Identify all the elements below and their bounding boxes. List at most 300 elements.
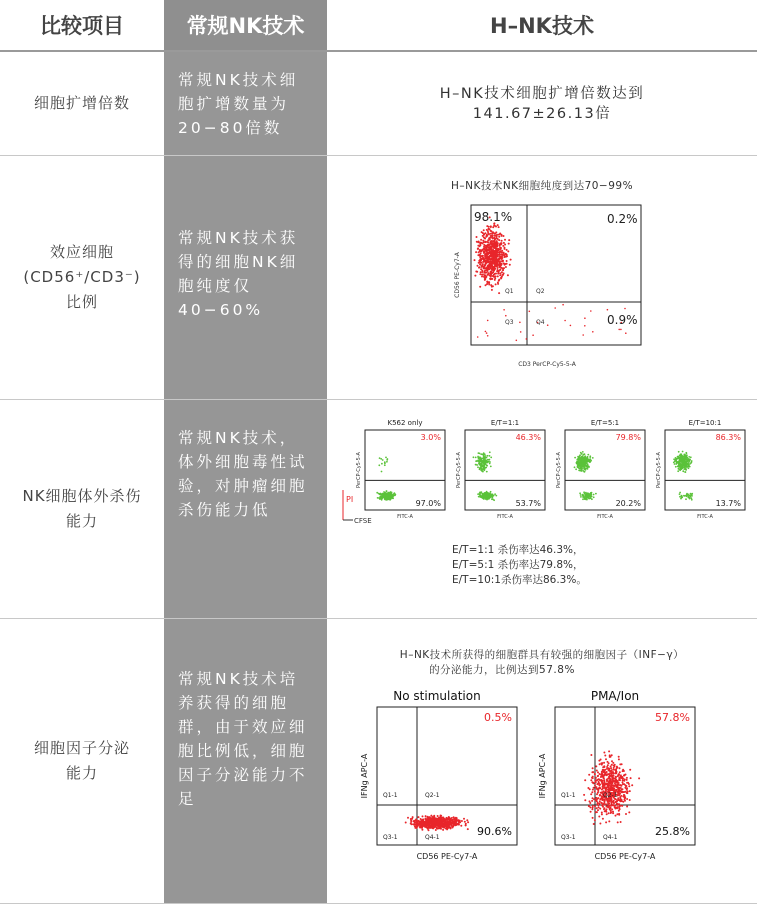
scatter-dot [489, 451, 491, 453]
scatter-dot [593, 798, 595, 800]
scatter-dot [678, 451, 680, 453]
scatter-dot [498, 266, 500, 268]
scatter-dot [587, 454, 589, 456]
scatter-dot [520, 331, 522, 333]
panel-frame [665, 430, 745, 510]
scatter-dot [631, 784, 633, 786]
item-text: 细胞因子分泌能力 [33, 739, 130, 782]
scatter-dot [618, 813, 620, 815]
scatter-dot [602, 786, 604, 788]
scatter-dot [592, 771, 594, 773]
scatter-dot [679, 493, 681, 495]
scatter-dot [445, 823, 447, 825]
scatter-dot [593, 787, 595, 789]
scatter-dot [616, 813, 618, 815]
scatter-dot [615, 789, 617, 791]
scatter-dot [381, 471, 383, 473]
scatter-dot [480, 458, 482, 460]
scatter-dot [612, 769, 614, 771]
scatter-dot [579, 470, 581, 472]
scatter-dot [490, 241, 492, 243]
scatter-dot [554, 307, 556, 309]
header-item: 比较项目 [0, 0, 164, 51]
scatter-dot [436, 825, 438, 827]
scatter-dot [491, 252, 493, 254]
scatter-dot [610, 756, 612, 758]
scatter-dot [419, 823, 421, 825]
note-line: E/T=10:1杀伤率达86.3%。 [452, 574, 587, 586]
scatter-dot [386, 496, 388, 498]
scatter-dot [474, 259, 476, 261]
scatter-dot [483, 469, 485, 471]
scatter-dot [575, 468, 577, 470]
quadrant-label: Q3-1 [383, 834, 398, 841]
scatter-dot [579, 461, 581, 463]
scatter-dot [601, 802, 603, 804]
scatter-dot [613, 800, 615, 802]
scatter-dot [494, 493, 496, 495]
scatter-dot [481, 276, 483, 278]
scatter-dot [487, 459, 489, 461]
scatter-dot [421, 827, 423, 829]
scatter-dot [478, 251, 480, 253]
scatter-dot [479, 286, 481, 288]
scatter-dot [591, 808, 593, 810]
scatter-dot [384, 464, 386, 466]
scatter-dot [589, 455, 591, 457]
scatter-dot [504, 244, 506, 246]
scatter-dot [419, 826, 421, 828]
scatter-dot [483, 258, 485, 260]
scatter-dot [590, 793, 592, 795]
cytokine-plot [538, 689, 695, 861]
scatter-dot [618, 790, 620, 792]
scatter-dot [489, 239, 491, 241]
scatter-dot [499, 247, 501, 249]
scatter-dot [598, 816, 600, 818]
scatter-dot [446, 819, 448, 821]
scatter-dot [681, 464, 683, 466]
scatter-dot [579, 455, 581, 457]
caption-line1: H–NK技术所获得的细胞群具有较强的细胞因子（INF−γ） [399, 649, 685, 661]
scatter-dot [579, 457, 581, 459]
scatter-dot [617, 799, 619, 801]
scatter-dot [610, 775, 612, 777]
cyto-panel [356, 419, 445, 520]
scatter-dot [590, 497, 592, 499]
note-line: E/T=5:1 杀伤率达79.8%， [452, 559, 584, 571]
scatter-dot [414, 825, 416, 827]
scatter-dot [615, 771, 617, 773]
scatter-dot [440, 825, 442, 827]
upper-right-value: 57.8% [655, 711, 690, 724]
panel-y-label: PerCP-Cy5-5-A [556, 452, 562, 488]
scatter-dot [487, 274, 489, 276]
scatter-dot [479, 249, 481, 251]
scatter-dot [486, 464, 488, 466]
scatter-dot [629, 790, 631, 792]
scatter-dot [479, 245, 481, 247]
scatter-dot [479, 255, 481, 257]
scatter-dot [412, 816, 414, 818]
scatter-dot [582, 451, 584, 453]
scatter-dot [480, 239, 482, 241]
scatter-dot [599, 763, 601, 765]
scatter-dot [497, 268, 499, 270]
scatter-dot [483, 250, 485, 252]
scatter-dot [483, 233, 485, 235]
gate-label: Q1 [505, 288, 514, 295]
scatter-dot [621, 805, 623, 807]
scatter-dot [618, 778, 620, 780]
scatter-dot [615, 776, 617, 778]
scatter-dot [459, 820, 461, 822]
scatter-dot [580, 494, 582, 496]
scatter-dot [508, 239, 510, 241]
scatter-dot [499, 253, 501, 255]
scatter-dot [618, 758, 620, 760]
scatter-dot [491, 498, 493, 500]
scatter-dot [430, 823, 432, 825]
scatter-dot [626, 798, 628, 800]
scatter-dot [595, 765, 597, 767]
scatter-dot [604, 755, 606, 757]
scatter-dot [597, 775, 599, 777]
scatter-dot [588, 774, 590, 776]
scatter-dot [584, 463, 586, 465]
scatter-dot [598, 803, 600, 805]
scatter-dot [417, 826, 419, 828]
scatter-dot [414, 820, 416, 822]
scatter-dot [576, 463, 578, 465]
scatter-dot [526, 338, 528, 340]
scatter-dot [581, 461, 583, 463]
scatter-dot [675, 463, 677, 465]
scatter-dot [615, 779, 617, 781]
scatter-dot [612, 789, 614, 791]
scatter-dot [384, 497, 386, 499]
scatter-dot [477, 466, 479, 468]
scatter-dot [412, 823, 414, 825]
scatter-dot [505, 315, 507, 317]
scatter-dot [495, 259, 497, 261]
conventional-text: 常规NK技术细胞扩增数量为20−80倍数 [178, 71, 299, 137]
scatter-dot [626, 806, 628, 808]
scatter-dot [599, 798, 601, 800]
scatter-dot [441, 817, 443, 819]
scatter-dot [609, 785, 611, 787]
scatter-dot [600, 759, 602, 761]
panel-top-value: 79.8% [615, 433, 641, 442]
scatter-dot [684, 471, 686, 473]
scatter-dot [608, 768, 610, 770]
quadrant-label: Q1-1 [383, 792, 398, 799]
scatter-dot [686, 453, 688, 455]
scatter-dot [502, 260, 504, 262]
scatter-dot [594, 805, 596, 807]
scatter-dot [385, 457, 387, 459]
scatter-dot [614, 782, 616, 784]
scatter-dot [606, 774, 608, 776]
scatter-dot [475, 251, 477, 253]
scatter-dot [442, 829, 444, 831]
panel-top-value: 3.0% [420, 433, 441, 442]
scatter-dot [579, 464, 581, 466]
panel-title: E/T=5:1 [590, 419, 620, 427]
scatter-dot [589, 788, 591, 790]
scatter-dot [629, 769, 631, 771]
scatter-dot [499, 251, 501, 253]
scatter-dot [612, 780, 614, 782]
hnk-text-line1: H–NK技术细胞扩增倍数达到 [439, 85, 645, 102]
scatter-dot [582, 464, 584, 466]
scatter-dot [625, 813, 627, 815]
scatter-dot [608, 820, 610, 822]
scatter-dot [602, 806, 604, 808]
scatter-dot [677, 470, 679, 472]
scatter-dot [584, 779, 586, 781]
scatter-dot [590, 754, 592, 756]
scatter-dot [489, 228, 491, 230]
scatter-dot [588, 466, 590, 468]
quadrant-label: Q2-1 [603, 792, 618, 799]
scatter-dot [475, 457, 477, 459]
scatter-dot [488, 272, 490, 274]
scatter-dot [584, 494, 586, 496]
scatter-dot [626, 777, 628, 779]
panel-x-label: FITC-A [597, 514, 613, 520]
scatter-dot [604, 784, 606, 786]
scatter-dot [427, 828, 429, 830]
scatter-dot [499, 262, 501, 264]
scatter-dot [681, 497, 683, 499]
scatter-dot [435, 823, 437, 825]
scatter-dot [690, 456, 692, 458]
scatter-dot [483, 248, 485, 250]
scatter-dot [547, 324, 549, 326]
scatter-dot [590, 779, 592, 781]
scatter-dot [449, 826, 451, 828]
scatter-dot [480, 253, 482, 255]
scatter-dot [477, 265, 479, 267]
scatter-dot [503, 272, 505, 274]
scatter-dot [623, 780, 625, 782]
pi-axis-label: PI [346, 495, 354, 504]
scatter-dot [473, 456, 475, 458]
scatter-dot [378, 464, 380, 466]
scatter-dot [501, 240, 503, 242]
gate-label: Q2 [536, 288, 545, 295]
scatter-dot [499, 272, 501, 274]
scatter-dot [486, 461, 488, 463]
scatter-dot [494, 225, 496, 227]
scatter-dot [591, 800, 593, 802]
scatter-dot [506, 260, 508, 262]
scatter-dot [407, 817, 409, 819]
scatter-dot [483, 498, 485, 500]
scatter-dot [489, 455, 491, 457]
scatter-dot [500, 260, 502, 262]
scatter-dot [481, 231, 483, 233]
scatter-dot [607, 784, 609, 786]
scatter-dot [609, 772, 611, 774]
scatter-dot [383, 491, 385, 493]
scatter-dot [601, 762, 603, 764]
scatter-dot [606, 766, 608, 768]
panel-bottom-value: 20.2% [615, 499, 641, 508]
scatter-dot [485, 284, 487, 286]
scatter-dot [504, 239, 506, 241]
scatter-dot [597, 783, 599, 785]
panel-frame [465, 430, 545, 510]
scatter-dot [605, 821, 607, 823]
scatter-dot [595, 811, 597, 813]
scatter-dot [477, 459, 479, 461]
scatter-dot [579, 492, 581, 494]
scatter-dot [625, 332, 627, 334]
scatter-dot [464, 821, 466, 823]
scatter-dot [532, 334, 534, 336]
scatter-dot [626, 782, 628, 784]
scatter-dot [638, 777, 640, 779]
scatter-dot [479, 263, 481, 265]
scatter-dot [603, 779, 605, 781]
scatter-dot [689, 463, 691, 465]
panel-y-label: PerCP-Cy5-5-A [456, 452, 462, 488]
scatter-dot [615, 769, 617, 771]
scatter-dot [592, 789, 594, 791]
scatter-dot [386, 459, 388, 461]
scatter-dot [578, 460, 580, 462]
scatter-dot [428, 822, 430, 824]
scatter-dot [681, 466, 683, 468]
scatter-dot [603, 800, 605, 802]
scatter-dot [484, 263, 486, 265]
scatter-dot [603, 765, 605, 767]
row-cytotoxicity [0, 400, 757, 619]
scatter-dot [605, 803, 607, 805]
scatter-dot [482, 240, 484, 242]
quadrant-label: Q2-1 [425, 792, 440, 799]
scatter-dot [584, 317, 586, 319]
scatter-dot [590, 310, 592, 312]
scatter-dot [598, 781, 600, 783]
scatter-dot [595, 780, 597, 782]
scatter-dot [591, 781, 593, 783]
panel-x-label: FITC-A [497, 514, 513, 520]
panel-title: K562 only [387, 419, 423, 427]
scatter-dot [592, 807, 594, 809]
scatter-dot [494, 239, 496, 241]
scatter-dot [418, 820, 420, 822]
scatter-dot [598, 806, 600, 808]
scatter-dot [480, 258, 482, 260]
scatter-dot [425, 820, 427, 822]
scatter-dot [390, 496, 392, 498]
scatter-dot [492, 226, 494, 228]
scatter-dot [611, 785, 613, 787]
scatter-dot [376, 492, 378, 494]
scatter-dot [589, 802, 591, 804]
cytotoxicity-panels [327, 412, 755, 537]
scatter-dot [686, 460, 688, 462]
scatter-dot [630, 777, 632, 779]
scatter-dot [581, 457, 583, 459]
scatter-dot [477, 456, 479, 458]
scatter-dot [476, 271, 478, 273]
scatter-dot [487, 268, 489, 270]
scatter-dot [582, 334, 584, 336]
scatter-dot [448, 818, 450, 820]
scatter-dot [620, 777, 622, 779]
scatter-dot [476, 236, 478, 238]
header-row [0, 0, 757, 51]
scatter-dot [478, 496, 480, 498]
scatter-dot [600, 776, 602, 778]
scatter-dot [489, 233, 491, 235]
scatter-dot [596, 788, 598, 790]
scatter-dot [596, 793, 598, 795]
scatter-dot [434, 816, 436, 818]
scatter-dot [460, 825, 462, 827]
scatter-dot [564, 320, 566, 322]
scatter-dot [583, 794, 585, 796]
scatter-dot [498, 280, 500, 282]
scatter-dot [503, 309, 505, 311]
scatter-dot [495, 273, 497, 275]
scatter-dot [594, 819, 596, 821]
scatter-dot [416, 822, 418, 824]
scatter-dot [476, 241, 478, 243]
scatter-dot [688, 467, 690, 469]
scatter-dot [455, 820, 457, 822]
scatter-dot [486, 471, 488, 473]
purity-dotplot [447, 201, 647, 371]
scatter-dot [491, 493, 493, 495]
scatter-dot [435, 829, 437, 831]
scatter-dot [596, 799, 598, 801]
scatter-dot [606, 813, 608, 815]
scatter-dot [616, 782, 618, 784]
scatter-dot [379, 457, 381, 459]
scatter-dot [428, 825, 430, 827]
scatter-dot [574, 466, 576, 468]
scatter-dot [481, 274, 483, 276]
scatter-dot [593, 823, 595, 825]
scatter-dot [617, 806, 619, 808]
scatter-dot [480, 271, 482, 273]
scatter-dot [448, 826, 450, 828]
scatter-dot [426, 822, 428, 824]
scatter-dot [478, 461, 480, 463]
panel-frame [565, 430, 645, 510]
scatter-dot [622, 781, 624, 783]
scatter-dot [440, 823, 442, 825]
scatter-dot [675, 459, 677, 461]
scatter-dot [423, 825, 425, 827]
scatter-dot [599, 823, 601, 825]
scatter-dot [691, 460, 693, 462]
scatter-dot [498, 292, 500, 294]
x-axis-label: CD56 PE-Cy7-A [416, 852, 478, 861]
scatter-dot [486, 225, 488, 227]
scatter-dot [488, 261, 490, 263]
scatter-dot [501, 234, 503, 236]
scatter-dot [477, 493, 479, 495]
scatter-dot [679, 466, 681, 468]
scatter-dot [432, 822, 434, 824]
scatter-dot [501, 251, 503, 253]
